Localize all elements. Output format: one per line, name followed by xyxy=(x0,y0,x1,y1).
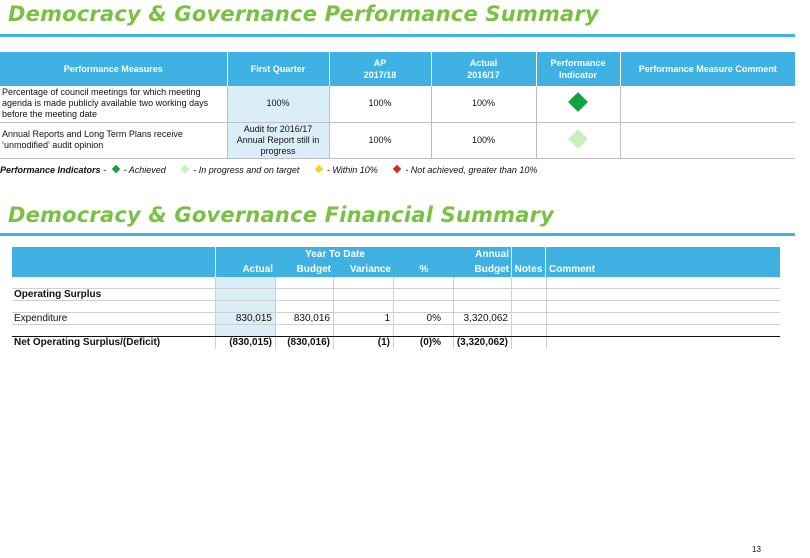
indicator-cell xyxy=(536,122,620,158)
header-comment: Comment xyxy=(549,264,596,275)
financial-header-row-2 xyxy=(12,262,780,277)
expenditure-label: Expenditure xyxy=(12,313,216,324)
measure-cell: Percentage of council meetings for which meeting agenda is made publicly available two working days before the meeting date xyxy=(0,86,227,122)
actual-cell: 100% xyxy=(431,122,536,158)
table-row xyxy=(12,289,780,301)
actual-cell: 100% xyxy=(431,86,536,122)
header-measure-comment: Performance Measure Comment xyxy=(620,52,795,86)
table-row xyxy=(0,122,795,158)
net-percent: (0)% xyxy=(394,337,454,349)
indicator-cell xyxy=(536,86,620,122)
header-year-to-date: Year To Date xyxy=(305,249,365,260)
legend-dash: - xyxy=(103,165,107,175)
header-actual-line1: Actual xyxy=(469,58,498,68)
operating-surplus-label: Operating Surplus xyxy=(12,289,216,300)
header-notes: Notes xyxy=(512,262,546,277)
header-indicator-line1: Performance xyxy=(550,58,606,68)
achieved-diamond-icon xyxy=(568,92,588,112)
comment-cell xyxy=(620,122,795,158)
header-actual xyxy=(431,52,536,86)
net-budget: (830,016) xyxy=(276,337,334,349)
within-legend-icon xyxy=(315,165,323,173)
legend-in-progress: - In progress and on target xyxy=(193,165,300,175)
comment-cell xyxy=(620,86,795,122)
legend-label: Performance Indicators xyxy=(0,165,101,175)
header-indicator-line2: Indicator xyxy=(558,70,597,80)
header-performance-measures: Performance Measures xyxy=(0,52,227,86)
header-annual: Annual xyxy=(454,247,512,262)
table-row xyxy=(12,277,780,289)
legend-achieved: - Achieved xyxy=(123,165,166,175)
header-first-quarter: First Quarter xyxy=(227,52,329,86)
financial-title-rule xyxy=(0,233,795,236)
in-progress-diamond-icon xyxy=(568,129,588,149)
header-ap-line2: 2017/18 xyxy=(363,70,397,80)
expenditure-annual-budget: 3,320,062 xyxy=(454,313,512,324)
not-achieved-legend-icon xyxy=(393,165,401,173)
first-quarter-cell: Audit for 2016/17 Annual Report still in progress xyxy=(227,122,329,158)
legend-within: - Within 10% xyxy=(326,165,378,175)
ap-cell: 100% xyxy=(329,122,431,158)
header-ap xyxy=(329,52,431,86)
header-ap-line1: AP xyxy=(373,58,387,68)
performance-summary-title: Democracy & Governance Performance Summary xyxy=(8,2,599,26)
performance-legend xyxy=(0,165,537,175)
net-actual: (830,015) xyxy=(216,337,276,349)
expenditure-percent: 0% xyxy=(394,313,454,324)
net-operating-label: Net Operating Surplus/(Deficit) xyxy=(12,337,216,349)
header-budget: Budget xyxy=(296,264,331,275)
ap-cell: 100% xyxy=(329,86,431,122)
page-number: 13 xyxy=(752,545,761,554)
financial-header-row-1 xyxy=(12,247,780,262)
measure-cell: Annual Reports and Long Term Plans receive ‘unmodified’ audit opinion xyxy=(0,122,227,158)
achieved-legend-icon xyxy=(111,165,119,173)
performance-header-row xyxy=(0,52,795,86)
table-row xyxy=(12,337,780,349)
table-row xyxy=(12,301,780,313)
table-row xyxy=(12,313,780,325)
financial-table xyxy=(12,247,780,349)
table-row xyxy=(0,86,795,122)
header-actual-line2: 2016/17 xyxy=(467,70,500,80)
in-progress-legend-icon xyxy=(181,165,189,173)
table-row xyxy=(12,325,780,337)
expenditure-actual: 830,015 xyxy=(216,313,276,324)
legend-not-achieved: - Not achieved, greater than 10% xyxy=(405,165,538,175)
net-variance: (1) xyxy=(334,337,394,349)
financial-summary-title: Democracy & Governance Financial Summary xyxy=(8,203,555,227)
net-annual-budget: (3,320,062) xyxy=(454,337,512,349)
header-annual-budget: Budget xyxy=(454,262,512,277)
performance-table xyxy=(0,52,795,159)
header-percent: % xyxy=(419,264,429,275)
expenditure-variance: 1 xyxy=(334,313,394,324)
first-quarter-cell: 100% xyxy=(227,86,329,122)
header-variance: Variance xyxy=(349,264,391,275)
header-actual: Actual xyxy=(242,264,273,275)
performance-title-rule xyxy=(0,34,795,37)
expenditure-budget: 830,016 xyxy=(276,313,334,324)
header-performance-indicator xyxy=(536,52,620,86)
